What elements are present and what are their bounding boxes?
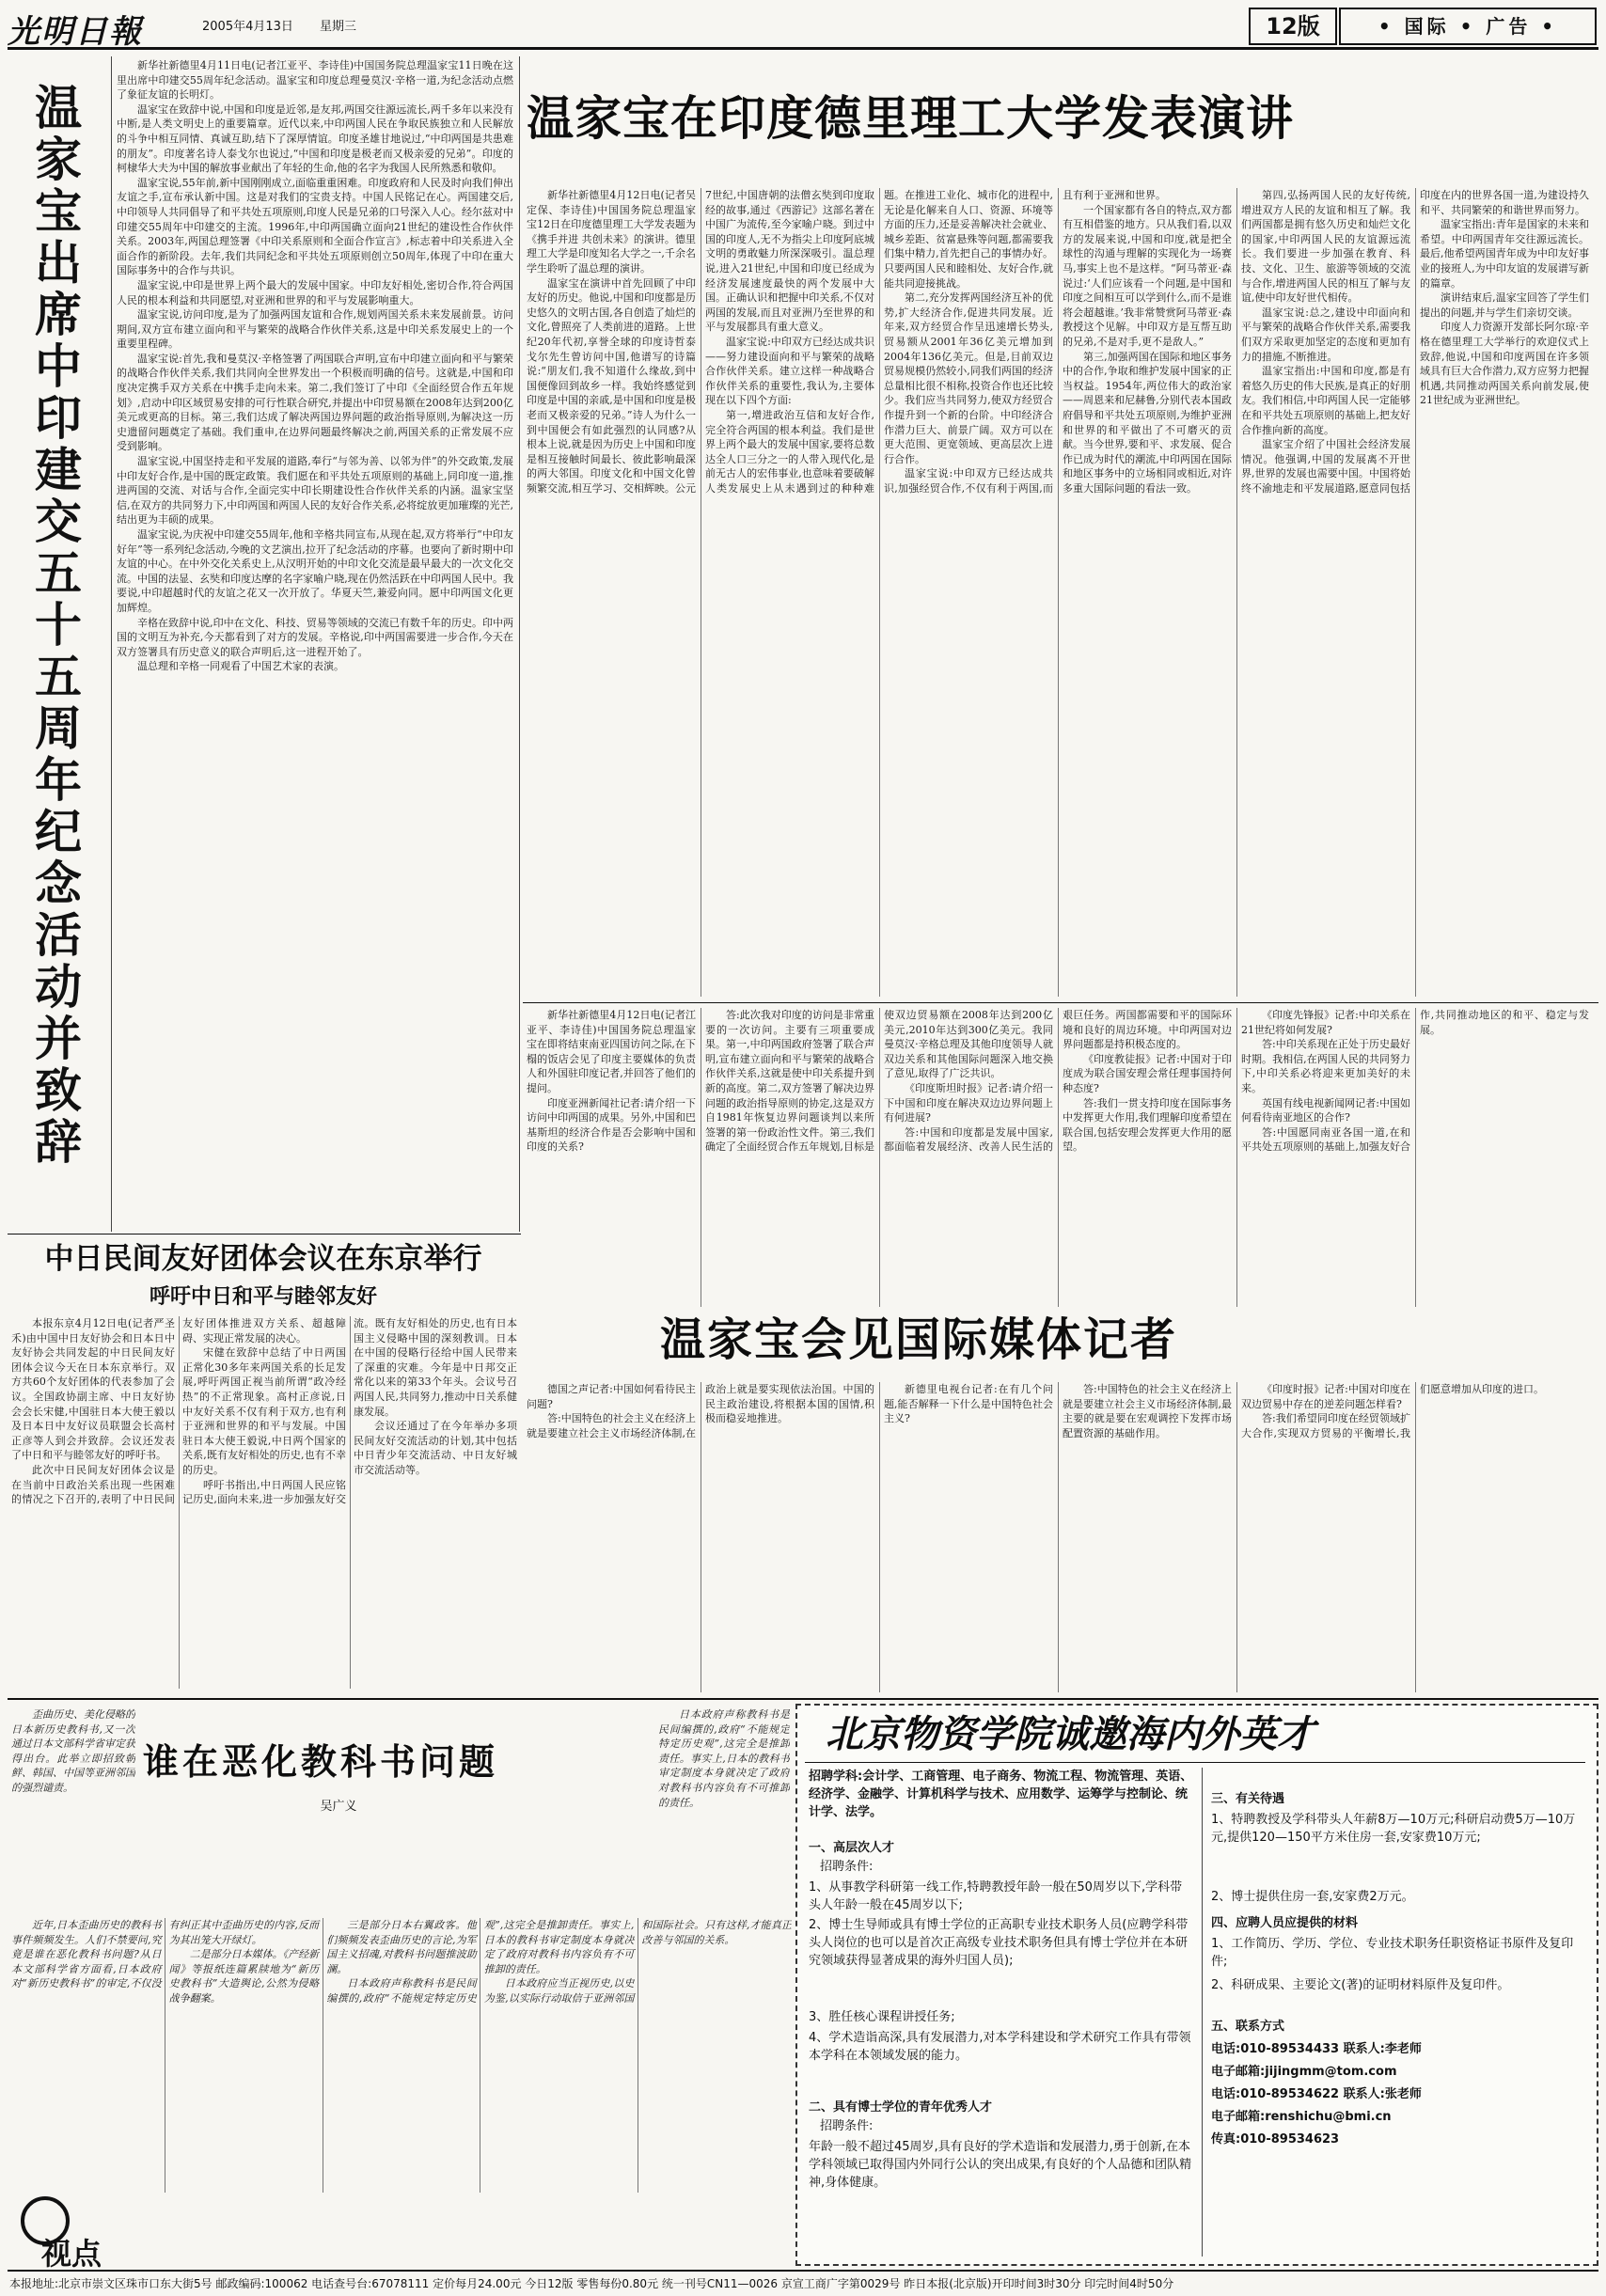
- story2-paragraph: 演讲结束后,温家宝回答了学生们提出的问题,并与学生们亲切交谈。: [1420, 291, 1589, 319]
- story5-paragraph: 日本政府应当正视历史,以史为鉴,以实际行动取信于亚洲邻国和国际社会。只有这样,才能真正改善与邻国的关系。: [483, 1919, 792, 2005]
- ad-contact-line: 传真:010-89534623: [1211, 2132, 1340, 2147]
- story3-paragraph: 《印度教徒报》记者:中国对于印度成为联合国安理会常任理事国持何种态度?: [1063, 1052, 1232, 1094]
- story3-paragraph: 德国之声记者:中国如何看待民主问题?: [527, 1383, 696, 1410]
- ad-intro: 招聘学科:会计学、工商管理、电子商务、物流工程、物流管理、英语、经济学、金融学、计算机科学与技术、应用数学、运筹学与控制论、统计学、法学。: [809, 1769, 1193, 1819]
- ad-contact-line: 电话:010-89534433 联系人:李老师: [1211, 2042, 1422, 2056]
- ad-section1-item: 4、学术造诣高深,具有发展潜力,对本学科建设和学术研究工作具有带领本学科在本领域发展的能力。: [809, 2031, 1191, 2063]
- story1-paragraph: 新华社新德里4月11日电(记者江亚平、李诗佳)中国国务院总理温家宝11日晚在这里出席中印建交55周年纪念活动。温家宝和印度总理曼莫汉·辛格一道,为纪念活动点燃了象征友谊的长明灯。: [117, 59, 513, 102]
- ad-section2-item: 年龄一般不超过45周岁,具有良好的学术造诣和发展潜力,勇于创新,在本学科领域已取得国内外同行公认的突出成果,有良好的个人品德和团队精神,身体健康。: [809, 2140, 1192, 2190]
- ad-section5-title: 五、联系方式: [1211, 2020, 1285, 2034]
- issue-date: 2005年4月13日: [202, 20, 293, 34]
- story1-divider: [111, 56, 112, 1232]
- ad-contact-line: 电子邮箱:renshichu@bmi.cn: [1211, 2110, 1392, 2124]
- story5-side-column: [658, 1707, 790, 1914]
- story2-bottom-rule: [523, 1002, 1598, 1003]
- ad-section1-item: 2、博士生导师或具有博士学位的正高职专业技术职务人员(应聘学科带头人岗位的也可以是首次正高级专业技术职务但具有博士学位并在本研究领域获得显著成果的海外归国人员);: [809, 1918, 1189, 1968]
- story3-body-bottom: [527, 1382, 1589, 1692]
- story2-paragraph: 温家宝介绍了中国社会经济发展情况。他强调,中国的发展离不开世界,世界的发展也需要中国。中国将始终不渝地走和平发展道路,愿意同包括印度在内的世界各国一道,为建设持久和平、共同繁荣的和谐世界而努力。: [1241, 189, 1589, 495]
- story1-paragraph: 温家宝说:首先,我和曼莫汉·辛格签署了两国联合声明,宣布中印建立面向和平与繁荣的战略合作伙伴关系,我们共同向全世界发出一个积极而明确的信号。这就是,中国和印度决定携手双方关系在中携手走向未来。第二,我们签订了中印《全面经贸合作五年规划》,启动中印区域贸易安排的可行性联合研究,并提出中印贸易额在2008年达到200亿美元或更高的目标。第三,我们达成了解决两国边界问题的政治指导原则,为解决这一历史遗留问题奠定了基础。我们重申,在边界问题最终解决之前,两国关系的正常发展不应受到影响。: [117, 352, 513, 453]
- story5-paragraph: 日本政府声称教科书是民间编撰的,政府“不能规定特定历史观”,这完全是推卸责任。事实上,日本的教科书审定制度本身就决定了政府对教科书内容负有不可推卸的责任。: [326, 1919, 635, 2005]
- ad-section1-title: 一、高层次人才: [809, 1841, 895, 1855]
- ad-section1-item: 1、从事教学科研第一线工作,特聘教授年龄一般在50周岁以下,学科带头人年龄一般在45周岁以下;: [809, 1880, 1183, 1912]
- section-label: • 国际 • 广告 •: [1339, 8, 1597, 45]
- story2-paragraph: 印度人力资源开发部长阿尔琼·辛格在德里理工大学举行的欢迎仪式上致辞,他说,中国和印度两国在许多领域具有巨大合作潜力,双方应努力把握机遇,共同推动两国关系向前发展,使21世纪成为亚洲世纪。: [1420, 321, 1589, 407]
- story3-paragraph: 新华社新德里4月12日电(记者江亚平、李诗佳)中国国务院总理温家宝在即将结束南亚四国访问之际,在下榻的饭店会见了印度主要媒体的负责人和外国驻印度记者,并回答了他们的提问。: [527, 1009, 696, 1094]
- story1-paragraph: 温家宝说,中国坚持走和平发展的道路,奉行“与邻为善、以邻为伴”的外交政策,发展中印友好合作,是中国的既定政策。我们愿在和平共处五项原则的基础上,同印度一道,推进两国的交流、对话与合作,全面完实中印长期建设性合作伙伴关系的内涵。温家宝坚信,在双方的共同努力下,中印两国和两国人民的友好合作关系,必将绽放更加璀璨的光芒,结出更为丰硕的成果。: [117, 455, 513, 527]
- issue-weekday: 星期三: [320, 20, 357, 34]
- story3-body-top: [527, 1008, 1589, 1307]
- story2-paragraph: 温家宝说:总之,建设中印面向和平与繁荣的战略合作伙伴关系,需要我们双方采取更加坚定的态度和更加有力的措施,不断推进。: [1241, 306, 1410, 363]
- story5-paragraph: 日本政府声称教科书是民间编撰的,政府“不能规定特定历史观”,这完全是推卸责任。事实上,日本的教科书审定制度本身就决定了政府对教科书内容负有不可推卸的责任。: [658, 1708, 790, 1809]
- story4-subheadline: 呼吁中日和平与睦邻友好: [149, 1284, 377, 1309]
- story3-paragraph: 答:中国特色的社会主义在经济上就是要建立社会主义市场经济体制,最主要的就是要在宏观调控下发挥市场配置资源的基础作用。: [1063, 1383, 1232, 1439]
- footer-rule: [8, 2270, 1598, 2272]
- story2-paragraph: 第一,增进政治互信和友好合作,完全符合两国的根本利益。我们是世界上两个最大的发展中国家,要将总数达全人口三分之一的人带入现代化,是前无古人的宏伟事业,也意味着要破解人类发展史上从未遇到过的种种难题。在推进工业化、城市化的进程中,无论是化解来自人口、资源、环境等方面的压力,还是妥善解决社会就业、城乡差距、贫富悬殊等问题,都需要我们集中精力,首先把自己的事情办好。只要两国人民和睦相处、友好合作,就能共同迎接挑战。: [705, 189, 1053, 495]
- viewpoint-badge: [13, 2196, 126, 2272]
- ad-section1-sub: 招聘条件:: [820, 1860, 874, 1874]
- story3-paragraph: 《印度时报》记者:中国对印度在双边贸易中存在的逆差问题怎样看?: [1241, 1383, 1410, 1410]
- ad-section3-item: 1、特聘教授及学科带头人年薪8万—10万元;科研启动费5万—10万元,提供120—150平方米住房一套,安家费10万元;: [1211, 1813, 1576, 1845]
- story5-headline: 谁在恶化教科书问题: [143, 1741, 499, 1783]
- story4-headline: 中日民间友好团体会议在东京举行: [44, 1242, 482, 1276]
- story5-body: [11, 1918, 792, 2193]
- story1-paragraph: 温家宝说,为庆祝中印建交55周年,他和辛格共同宣布,从现在起,双方将举行“中印友好年”等一系列纪念活动,今晚的文艺演出,拉开了纪念活动的序幕。也要向了新时期中印友谊的中心。在中外交化关系史上,从汉明开始的中印文化交流是最早最大的一次文化交流。中国的法显、玄奘和印度达摩的名字家喻户晓,现在仍然活跃在中印两国人民中。我要说,中印超越时代的友谊之花又一次开放了。华夏天竺,兼爱向同。愿中印两国文化更加辉煌。: [117, 528, 513, 614]
- ad-contact-line: 电话:010-89534622 联系人:张老师: [1211, 2087, 1422, 2101]
- masthead-logo: 光明日報: [8, 13, 143, 51]
- story3-paragraph: 《印度先锋报》记者:中印关系在21世纪将如何发展?: [1241, 1009, 1410, 1036]
- story4-paragraph: 呼吁书指出,中日两国人民应铭记历史,面向未来,进一步加强友好交流。既有友好相处的历史,也有日本国主义侵略中国的深刻教训。日本在中国的侵略行径给中国人民带来了深重的灾难。今年是中日邦交正常化以来的第33个年头。会议号召两国人民,共同努力,推动中日关系健康发展。: [182, 1317, 517, 1506]
- story2-paragraph: 第四,弘扬两国人民的友好传统,增进双方人民的友谊和相互了解。我们两国都是拥有悠久历史和灿烂文化的国家,中印两国人民的友谊源远流长。我们要进一步加强在教育、科技、文化、卫生、旅游等领域的交流与合作,增进两国人民的相互了解与友谊,使中印友好世代相传。: [1241, 189, 1410, 305]
- story3-paragraph: 答:我们希望同印度在经贸领域扩大合作,实现双方贸易的平衡增长,我们愿意增加从印度的进口。: [1241, 1383, 1544, 1439]
- ad-section1-item: 3、胜任核心课程讲授任务;: [809, 2010, 955, 2024]
- ad-column-divider: [1202, 1768, 1203, 2257]
- recruitment-ad: [795, 1704, 1598, 2266]
- column-divider: [519, 56, 520, 1232]
- story3-paragraph: 印度亚洲新闻社记者:请介绍一下访问中印两国的成果。另外,中国和巴基斯坦的经济合作是否会影响中国和印度的关系?: [527, 1096, 696, 1154]
- story2-body: [527, 188, 1589, 997]
- story4-paragraph: 会议还通过了在今年举办多项民间友好交流活动的计划,其中包括中日青少年交流活动、中日友好城市交流活动等。: [354, 1420, 517, 1476]
- story2-paragraph: 温家宝指出:青年是国家的未来和希望。中印两国青年交往源远流长。最后,他希望两国青年成为中印友好事业的接班人,为中印友谊的发展谱写新的篇章。: [1420, 218, 1589, 290]
- ad-section4-item: 2、科研成果、主要论文(著)的证明材料原件及复印件。: [1211, 1978, 1510, 1992]
- story3-paragraph: 答:我们一贯支持印度在国际事务中发挥更大作用,我们理解印度希望在联合国,包括安理会发挥更大作用的愿望。: [1063, 1096, 1232, 1154]
- story3-paragraph: 答:此次我对印度的访问是非常重要的一次访问。主要有三项重要成果。第一,中印两国政府签署了联合声明,宣布建立面向和平与繁荣的战略合作伙伴关系,这就是使中印关系提升到新的高度。第二,双方签署了解决边界问题的政治指导原则的协定,这是双方自1981年恢复边界问题谈判以来所签署的第一份政治性文件。第三,我们确定了全面经贸合作五年规划,目标是使双边贸易额在2008年达到200亿美元,2010年达到300亿美元。我同曼莫汉·辛格总理及其他印度领导人就双边关系和其他国际问题深入地交换了意见,取得了广泛共识。: [705, 1009, 1053, 1154]
- story3-headline: 温家宝会见国际媒体记者: [660, 1313, 1178, 1366]
- ad-section2-title: 二、具有博士学位的青年优秀人才: [809, 2100, 993, 2115]
- story2-headline: 温家宝在印度德里理工大学发表演讲: [527, 91, 1294, 146]
- story3-paragraph: 答:中国特色的社会主义在经济上就是要建立社会主义市场经济体制,在政治上就是要实现依法治国。中国的民主政治建设,将根据本国的国情,积极而稳妥地推进。: [527, 1383, 874, 1439]
- story2-paragraph: 温家宝在演讲中首先回顾了中印友好的历史。他说,中国和印度都是历史悠久的文明古国,各自创造了灿烂的文化,曾照亮了人类前进的道路。上世纪20年代初,享誉全球的印度诗哲泰戈尔先生曾访问中国,他谱写的诗篇说:“朋友们,我不知道什么缘故,到中国便像回到故乡一样。我始终感觉到印度是中国的亲戚,是中国和印度是极老而又极亲爱的兄弟。”诗人为什么一到中国便会有如此强烈的认同感?从根本上说,就是因为历史上中国和印度是相互接触时间最长、彼此影响最深的两大邻国。印度文化和中国文化曾频繁交流,相互学习、交相辉映。公元7世纪,中国唐朝的法僧玄奘到印度取经的故事,通过《西游记》这部名著在中国广为流传,至今家喻户晓。到过中国的印度人,无不为指尖上印度阿底城文明的勇敢魅力所深深吸引。温总理说,进入21世纪,中国和印度已经成为经济发展速度最快的两个发展中大国。正确认识和把握中印关系,不仅对两国的发展,而且对亚洲乃至世界的和平与发展都具有重大意义。: [527, 189, 874, 495]
- story5-paragraph: 近年,日本歪曲历史的教科书事件频频发生。人们不禁要问,究竟是谁在恶化教科书问题?从日本文部科学省方面看,日本政府对“新历史教科书”的审定,不仅没有纠正其中歪曲历史的内容,反而为其出笼大开绿灯。: [11, 1919, 320, 1990]
- ad-contact-line: 电子邮箱:jijingmm@tom.com: [1211, 2065, 1397, 2079]
- story1-vertical-headline: 温家宝出席中印建交五十五周年纪念活动并致辞: [35, 81, 82, 1170]
- story3-paragraph: 英国有线电视新闻网记者:中国如何看待南亚地区的合作?: [1241, 1096, 1410, 1124]
- ad-section3-title: 三、有关待遇: [1211, 1792, 1285, 1806]
- story2-paragraph: 第二,充分发挥两国经济互补的优势,扩大经济合作,促进共同发展。近年来,双方经贸合作呈迅速增长势头,贸易额从2001年36亿美元增加到2004年136亿美元。但是,目前双边贸易规模仍然较小,同我们两国的经济总量相比很不相称,投资合作也还比较少。我们应当共同努力,使双方经贸合作提升到一个新的台阶。中印经济合作潜力巨大、前景广阔。双方可以在更大范围、更宽领域、更高层次上进行合作。: [884, 291, 1053, 465]
- ad-title-rule: [805, 1762, 1585, 1763]
- story2-paragraph: 温家宝指出:中国和印度,都是有着悠久历史的伟大民族,是真正的好朋友。我们相信,中印两国人民一定能够在和平共处五项原则的基础上,把友好合作推向新的高度。: [1241, 365, 1410, 436]
- footer-info: 本报地址:北京市崇文区珠市口东大街5号 邮政编码:100062 电话查号台:67078111 定价每月24.00元 今日12版 零售每份0.80元 统一刊号CN11—0026 京宣工商广字第0029号 昨日本报(北京版)开印时间3时30分 印完时间4时50分: [9, 2277, 1174, 2290]
- viewpoint-label: 视点: [41, 2236, 102, 2272]
- story2-paragraph: 一个国家都有各自的特点,双方都有互相借鉴的地方。只从我们看,以双方的发展来说,中国和印度,就是把全球性的沟通与理解的实现化为一场赛马,事实上也不是这样。“阿马蒂亚·森说过:‘人们应该看一个问题,是中国和印度之间相互可以学到什么,而不是谁将会超越谁。’我非常赞赏阿马蒂亚·森教授这个见解。中印双方是互帮互助的兄弟,不是对手,更不是敌人。”: [1063, 203, 1232, 348]
- story5-byline: 吴广义: [320, 1800, 357, 1814]
- story3-paragraph: 新德里电视台记者:在有几个问题,能否解释一下什么是中国特色社会主义?: [884, 1383, 1053, 1425]
- story4-body: [11, 1316, 517, 1689]
- story5-intro-paragraph: 歪曲历史、美化侵略的日本新历史教科书,又一次通过日本文部科学省审定获得出台。此举立即招致朝鲜、韩国、中国等亚洲邻国的强烈谴责。: [11, 1708, 135, 1794]
- story4-paragraph: 本报东京4月12日电(记者严圣禾)由中国中日友好协会和日本日中友好协会共同发起的中日民间友好团体会议今天在日本东京举行。双方共60个友好团体的代表参加了会议。全国政协副主席、中日友好协会会长宋健,中国驻日本大使王毅以及日本日中友好议员联盟会长高村正彦等人到会并致辞。会议还发表了中日和平与睦邻友好的呼吁书。: [11, 1317, 175, 1462]
- story1-body: [117, 58, 513, 1222]
- story3-paragraph: 《印度斯坦时报》记者:请介绍一下中国和印度在解决双边边界问题上有何进展?: [884, 1081, 1053, 1124]
- ad-section4-title: 四、应聘人员应提供的材料: [1211, 1916, 1359, 1930]
- story2-paragraph: 第三,加强两国在国际和地区事务中的合作,争取和维护发展中国家的正当权益。1954年,两位伟大的政治家——周恩来和尼赫鲁,分别代表本国政府倡导和平共处五项原则,为维护亚洲和世界的和平做出了不可磨灭的贡献。当今世界,要和平、求发展、促合作已成为时代的潮流,中印两国在国际和地区事务中的立场相同或相近,对许多重大国际问题的看法一致。: [1063, 350, 1232, 495]
- masthead-rule: [8, 47, 1598, 50]
- story5-paragraph: 三是部分日本右翼政客。他们频频发表歪曲历史的言论,为军国主义招魂,对教科书问题推波助澜。: [326, 1919, 477, 1975]
- story3-paragraph: 答:中国愿同南亚各国一道,在和平共处五项原则的基础上,加强友好合作,共同推动地区的和平、稳定与发展。: [1241, 1009, 1589, 1154]
- story5-paragraph: 二是部分日本媒体。《产经新闻》等报纸连篇累牍地为“新历史教科书”大造舆论,公然为侵略战争翻案。: [168, 1948, 320, 2005]
- ad-title: 北京物资学院诚邀海内外英才: [826, 1713, 1315, 1756]
- story5-intro: [11, 1707, 135, 1920]
- story1-paragraph: 辛格在致辞中说,印中在文化、科技、贸易等领域的交流已有数千年的历史。印中两国的文明互为补充,今天都看到了对方的发展。辛格说,印中两国需要进一步合作,今天在双方签署具有历史意义的联合声明后,这一进程开始了。: [117, 616, 513, 658]
- page-number: 12版: [1249, 8, 1337, 45]
- story2-paragraph: 温家宝说:中印双方已经达成共识,加强经贸合作,不仅有利于两国,而且有利于亚洲和世界。: [884, 189, 1166, 495]
- story1-paragraph: 温家宝在致辞中说,中国和印度是近邻,是友邦,两国交往源远流长,两千多年以来没有中断,是人类文明史上的重要篇章。近代以来,中印两国人民在争取民族独立和人民解放的斗争中相互同情、真诚互助,结下了深厚情谊。印度圣雄甘地说过,“中印两国是共患难的朋友”。印度著名诗人泰戈尔也说过,“中国和印度是极老而又极亲爱的兄弟”。印度的柯棣华大夫为中国的解放事业献出了年轻的生命,他的名字为我国人民所熟悉和敬仰。: [117, 102, 513, 175]
- ad-section4-item: 1、工作简历、学历、学位、专业技术职务任职资格证书原件及复印件;: [1211, 1937, 1574, 1969]
- ad-section3-item: 2、博士提供住房一套,安家费2万元。: [1211, 1890, 1414, 1904]
- story3-paragraph: 答:中印关系现在正处于历史最好时期。我相信,在两国人民的共同努力下,中印关系必将迎来更加美好的未来。: [1241, 1038, 1410, 1094]
- ad-section2-sub: 招聘条件:: [820, 2119, 874, 2133]
- story1-paragraph: 温家宝说,访问印度,是为了加强两国友谊和合作,规划两国关系未来发展前景。访问期间,双方宣布建立面向和平与繁荣的战略合作伙伴关系,这是中印关系发展史上的一个重要里程碑。: [117, 308, 513, 351]
- story1-paragraph: 温总理和辛格一同观看了中国艺术家的表演。: [137, 660, 344, 673]
- story1-paragraph: 温家宝说,中印是世界上两个最大的发展中国家。中印友好相处,密切合作,符合两国人民的根本利益和共同愿望,对亚洲和世界的和平与发展影响重大。: [117, 278, 513, 307]
- story3-paragraph: 答:中国和印度都是发展中国家,都面临着发展经济、改善人民生活的艰巨任务。两国都需要和平的国际环境和良好的周边环境。中印两国对边界问题都是持积极态度的。: [884, 1009, 1232, 1154]
- story4-paragraph: 宋健在致辞中总结了中日两国正常化30多年来两国关系的长足发展,呼吁两国正视当前所谓“政冷经热”的不正常现象。高村正彦说,日中友好关系不仅有利于双方,也有利于亚洲和世界的和平与发展。中国驻日本大使王毅说,中日两个国家的关系,既有友好相处的历史,也有不幸的历史。: [182, 1346, 346, 1476]
- bottom-section-rule: [8, 1698, 1598, 1700]
- story1-paragraph: 温家宝说,55年前,新中国刚刚成立,面临重重困难。印度政府和人民及时向我们伸出友谊之手,宣布承认新中国。这是对我们的宝贵支持。中国人民铭记在心。两国建交后,中印领导人共同倡导了和平共处五项原则,印度人民是兄弟的口号深入人心。经尔兹对中印建交55周年中印建交的主流。1996年,中印两国确立面向21世纪的建设性合作伙伴关系。2003年,两国总理签署《中印关系原则和全面合作宣言》,标志着中印关系进入全面合作的新阶段。去年,我们共同纪念和平共处五项原则创立50周年,体现了中印在重大国际事务中的合作与共识。: [117, 176, 513, 277]
- story2-paragraph: 温家宝说:中印双方已经达成共识——努力建设面向和平与繁荣的战略合作伙伴关系。建立这样一种战略合作伙伴关系的重要性,我认为,主要体现在以下四个方面:: [705, 335, 874, 407]
- story4-paragraph: 此次中日民间友好团体会议是在当前中日政治关系出现一些困难的情况之下召开的,表明了中日民间友好团体推进双方关系、超越障碍、实现正常发展的决心。: [11, 1317, 346, 1506]
- story2-paragraph: 新华社新德里4月12日电(记者吴定保、李诗佳)中国国务院总理温家宝12日在印度德里理工大学发表题为《携手并进 共创未来》的演讲。德里理工大学是印度知名大学之一,千余名学生聆听了温总理的演讲。: [527, 189, 696, 275]
